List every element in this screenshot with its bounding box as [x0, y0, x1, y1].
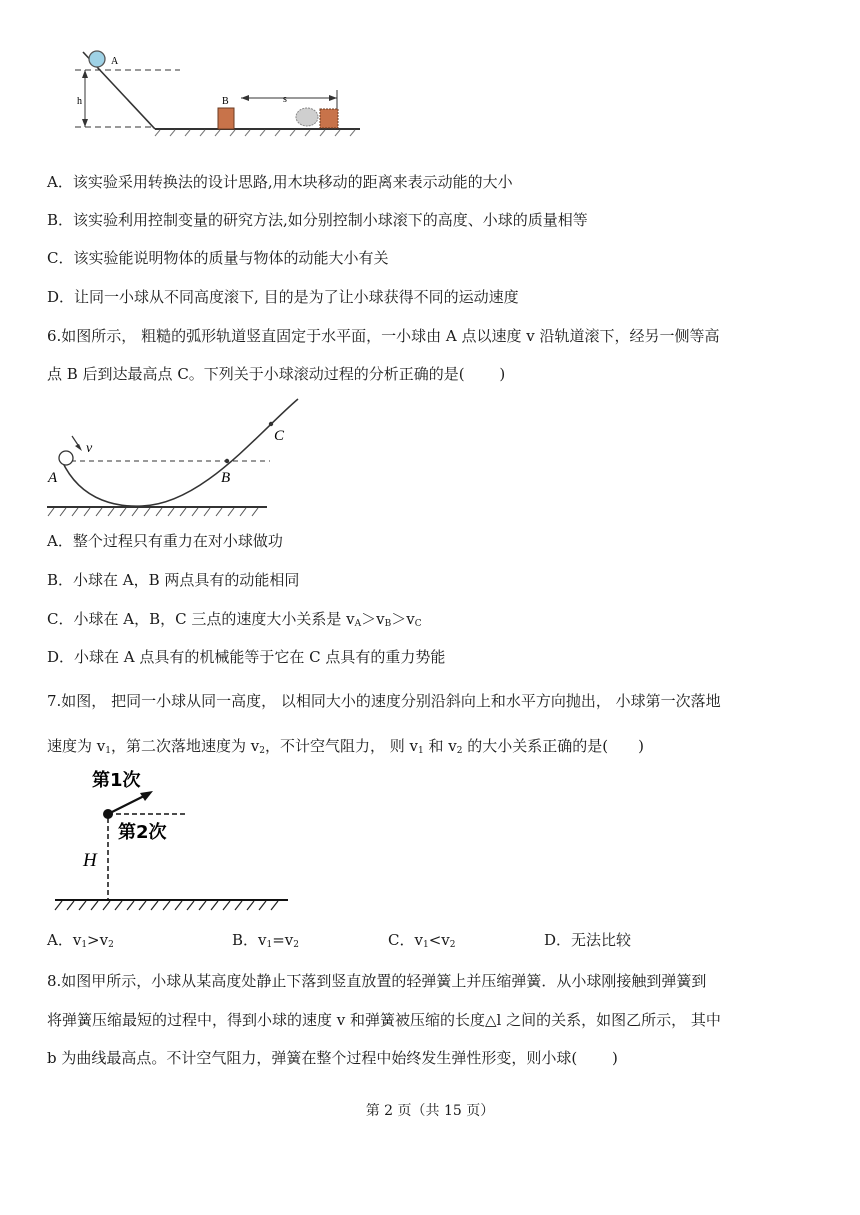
q5-option-d: D．让同一小球从不同高度滚下, 目的是为了让小球获得不同的运动速度	[47, 288, 519, 306]
label-v: v	[86, 441, 93, 456]
projectile-figure	[50, 762, 295, 920]
arrow-head-first	[140, 791, 153, 801]
label-h: h	[77, 96, 82, 107]
label-b: B	[222, 96, 229, 107]
label-b: B	[221, 470, 231, 486]
ball	[103, 809, 113, 819]
q6-option-d: D．小球在 A 点具有的机械能等于它在 C 点具有的重力势能	[47, 648, 446, 666]
label-a: A	[48, 470, 58, 486]
label-second-throw: 第2次	[118, 822, 167, 843]
q5-option-c: C．该实验能说明物体的质量与物体的动能大小有关	[47, 249, 389, 267]
block-b	[218, 108, 234, 129]
label-c: C	[274, 428, 285, 444]
q6-stem-line2: 点 B 后到达最高点 C。下列关于小球滚动过程的分析正确的是( )	[47, 365, 506, 383]
label-h: H	[83, 850, 97, 871]
q8-stem-line1: 8.如图甲所示，小球从某高度处静止下落到竖直放置的轻弹簧上并压缩弹簧．从小球刚接触到弹簧到	[47, 972, 707, 990]
ground-hatch-1	[155, 130, 355, 136]
label-a: A	[111, 56, 119, 67]
q5-option-b: B．该实验利用控制变量的研究方法,如分别控制小球滚下的高度、小球的质量相等	[47, 211, 588, 229]
point-c	[269, 422, 273, 426]
q6-option-a: A．整个过程只有重力在对小球做功	[47, 532, 283, 550]
label-s: s	[283, 94, 287, 105]
q6-option-b: B．小球在 A，B 两点具有的动能相同	[47, 571, 300, 589]
arc-track	[62, 399, 298, 506]
q6-option-c: C．小球在 A，B，C 三点的速度大小关系是 $v_A>v_B>v_C$	[47, 610, 422, 629]
q5-option-a: A．该实验采用转换法的设计思路,用木块移动的距离来表示动能的大小	[47, 173, 513, 191]
q8-stem-line2: 将弹簧压缩最短的过程中，得到小球的速度 v 和弹簧被压缩的长度△l 之间的关系，如图乙所示， 其中	[47, 1011, 721, 1029]
ball-a	[89, 51, 105, 67]
q7-option-d: D．无法比较	[544, 931, 632, 949]
ground-hatch-3	[55, 901, 278, 910]
ball-a	[59, 451, 73, 465]
ground-hatch-2	[48, 508, 258, 516]
ramp-figure	[75, 42, 365, 140]
q7-option-c: C．$v_1<v_2$	[388, 931, 456, 950]
arc-track-figure	[42, 394, 304, 519]
q6-stem-line1: 6.如图所示， 粗糙的弧形轨道竖直固定于水平面，一小球由 A 点以速度 v 沿轨道滚下，经另一侧等高	[47, 327, 720, 345]
label-first-throw: 第1次	[92, 770, 141, 791]
q7-option-a: A．$v_1>v_2$	[47, 931, 114, 950]
point-b	[225, 459, 229, 463]
page-footer: 第 2 页（共 15 页）	[365, 1103, 495, 1119]
block-b-moved	[320, 109, 338, 128]
q7-stem-line2: 速度为 $v_1$，第二次落地速度为 $v_2$，不计空气阻力， 则 $v_1$ 和 $v_2$ 的大小关系正确的是( )	[47, 737, 644, 756]
q8-stem-line3: b 为曲线最高点。不计空气阻力，弹簧在整个过程中始终发生弹性形变，则小球( )	[47, 1049, 618, 1067]
q7-option-b: B．$v_1=v_2$	[232, 931, 300, 950]
q7-stem-line1: 7.如图， 把同一小球从同一高度， 以相同大小的速度分别沿斜向上和水平方向抛出， 小球第一次落地	[47, 692, 721, 710]
